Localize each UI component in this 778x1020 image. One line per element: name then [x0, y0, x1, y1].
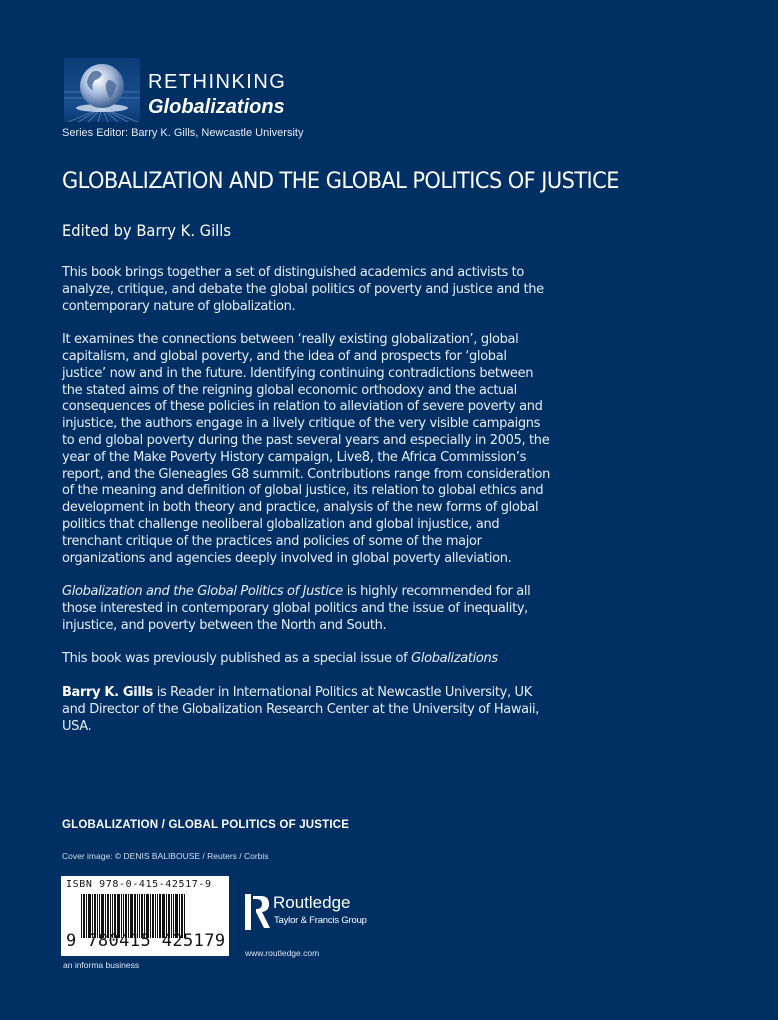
- routledge-r-icon: [245, 894, 271, 930]
- publisher-group: Taylor & Francis Group: [274, 915, 367, 926]
- globe-icon: [64, 58, 140, 122]
- isbn-label: ISBN 978-0-415-42517-9: [66, 879, 212, 890]
- subject-category: GLOBALIZATION / GLOBAL POLITICS OF JUSTICE: [62, 819, 350, 831]
- blurb-paragraph-4-text: This book was previously published as a special issue of: [62, 651, 412, 667]
- series-editor: Series Editor: Barry K. Gills, Newcastle University: [62, 127, 304, 139]
- author-bio-text: is Reader in International Politics at Newcastle University, UK and Director of the Globalization Research Center at the University of Hawaii, USA.: [62, 684, 540, 734]
- blurb-paragraph-4: [62, 651, 552, 668]
- publisher-name: Routledge: [273, 893, 351, 912]
- informa-tagline: an informa business: [63, 960, 140, 970]
- series-title: RETHINKING: [148, 71, 287, 93]
- journal-title-italic: Globalizations: [411, 651, 498, 667]
- author-name: Barry K. Gills: [62, 684, 153, 700]
- series-subtitle: Globalizations: [148, 96, 285, 118]
- author-bio: [62, 685, 552, 735]
- isbn-number: 9 780415 425179: [66, 931, 226, 951]
- book-editor: Edited by Barry K. Gills: [62, 221, 232, 240]
- isbn-barcode: [61, 876, 229, 956]
- blurb: [62, 265, 552, 752]
- book-title-italic: Globalization and the Global Politics of Justice: [62, 584, 343, 600]
- cover-credit: Cover image: © DENIS BALIBOUSE / Reuters / Corbis: [62, 851, 269, 861]
- blurb-paragraph-1: This book brings together a set of distinguished academics and activists to analyze, critique, and debate the global politics of poverty and justice and the contemporary nature of globalization.: [62, 265, 544, 314]
- book-title: GLOBALIZATION AND THE GLOBAL POLITICS OF JUSTICE: [62, 168, 619, 194]
- blurb-paragraph-3: [62, 584, 552, 634]
- publisher-url[interactable]: www.routledge.com: [245, 948, 320, 958]
- blurb-paragraph-3-text: is highly recommended for all those interested in contemporary global politics and the issue of inequality, injustice, and poverty between the North and South.: [62, 584, 531, 633]
- series-logo-globe: [64, 58, 140, 122]
- blurb-paragraph-2: It examines the connections between ‘really existing globalization’, global capitalism, and global poverty, and the idea of and prospects for ‘global justice’ now and in the future. Identifying continuing contradictions between the stated aims of the reigning global economic orthodoxy and the actual consequences of these policies in relation to alleviation of severe poverty and injustice, the authors engage in a lively critique of the very visible campaigns to end global poverty during the past several years and especially in 2005, the year of the Make Poverty History campaign, Live8, the Africa Commission’s report, and the Gleneagles G8 summit. Contributions range from consideration of the meaning and definition of global justice, its relation to global ethics and development in both theory and practice, analysis of the new forms of global politics that challenge neoliberal globalization and global injustice, and trenchant critique of the practices and policies of some of the major organizations and agencies deeply involved in global poverty alleviation.: [62, 332, 550, 566]
